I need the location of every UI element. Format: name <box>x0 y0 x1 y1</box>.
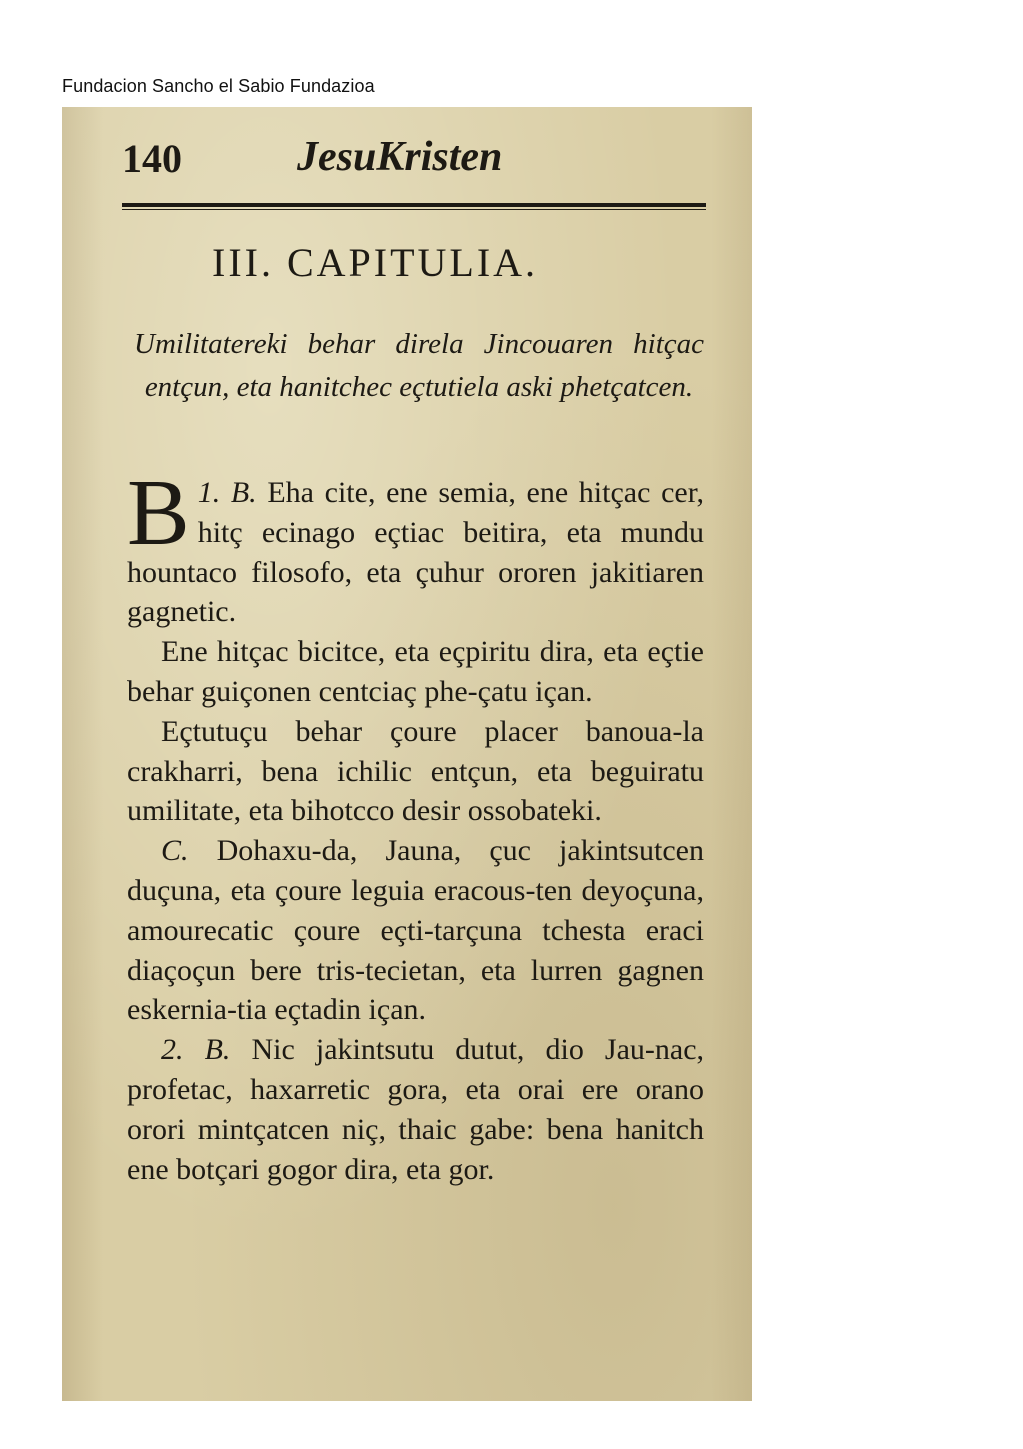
paragraph <box>127 632 704 712</box>
header-rule <box>122 203 706 210</box>
paragraph <box>127 461 704 632</box>
paragraph-text: Eçtutuçu behar çoure placer banoua-la crakharri, bena ichilic entçun, eta beguiratu umilitate, eta bihotcco desir ossobateki. <box>127 714 704 828</box>
scanned-page <box>62 107 752 1401</box>
chapter-title: III. CAPITULIA. <box>212 240 539 285</box>
speaker-label: 1. B. <box>197 476 257 509</box>
speaker-label: 2. B. <box>161 1033 231 1067</box>
body-text <box>127 461 705 1189</box>
paragraph-text: Ene hitçac bicitce, eta eçpiritu dira, eta eçtie behar guiçonen centciaç phe-çatu içan. <box>127 635 704 708</box>
drop-cap: B <box>127 461 190 565</box>
archive-credit: Fundacion Sancho el Sabio Fundazioa <box>62 76 375 96</box>
paragraph-text: Nic jakintsutu dutut, dio Jau-nac, profetac, haxarretic gora, eta orai ere orano orori mintçatcen niç, thaic gabe: bena hanitch ene botçari gogor dira, eta gor. <box>127 1033 705 1186</box>
running-title: JesuKristen <box>297 134 503 180</box>
speaker-label: C. <box>161 834 189 868</box>
page-number: 140 <box>122 136 182 181</box>
paragraph <box>127 712 704 831</box>
paragraph-text: Dohaxu-da, Jauna, çuc jakintsutcen duçuna, eta çoure leguia eracous-ten deyoçuna, amourecatic çoure eçti-tarçuna tchesta eraci diaçoçun bere tris-tecietan, eta lurren gagnen eskernia-tia eçtadin içan. <box>127 834 704 1027</box>
paragraph <box>127 1030 704 1189</box>
paragraph <box>127 831 704 1030</box>
chapter-summary: Umilitatereki behar direla Jincouaren hitçac entçun, eta hanitchec eçtutiela aski phetçatcen. <box>134 328 704 403</box>
running-head <box>122 129 712 189</box>
paragraph-text: Eha cite, ene semia, ene hitçac cer, hitç ecinago eçtiac beitira, eta mundu hountaco filosofo, eta çuhur ororen jakitiaren gagnetic. <box>127 476 704 629</box>
